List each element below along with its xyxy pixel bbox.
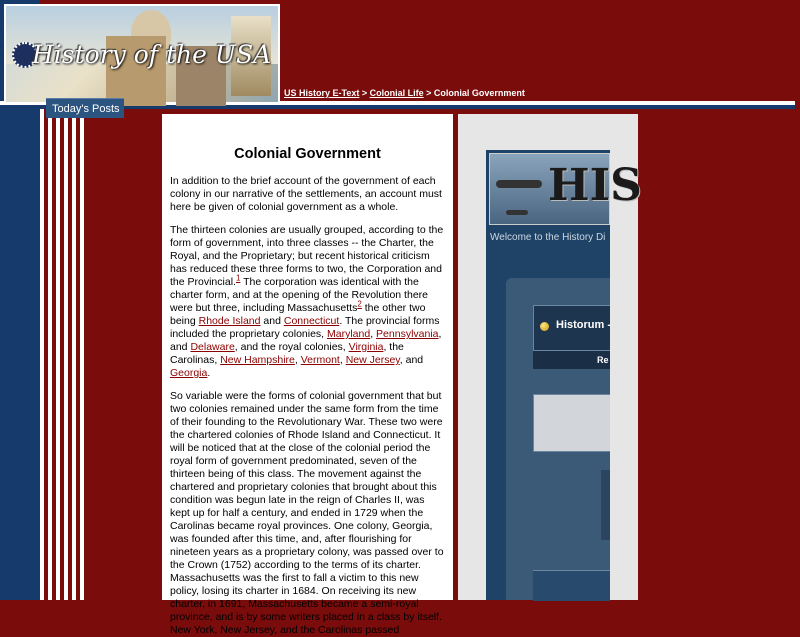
text: The thirteen colonies are usually grouped, according to the form of government, into three classes -- the Charter, the Royal, and the Proprietary; but recent historical criticism has reduced these three forms to two, the Corporation and the Provincial. (170, 224, 444, 288)
forum-dark-strip (601, 470, 610, 540)
link-new-jersey[interactable]: New Jersey (345, 354, 400, 366)
plane-icon (506, 210, 528, 215)
breadcrumb-separator: > (423, 88, 434, 98)
footnote-link[interactable]: 1 (235, 273, 241, 283)
text: , (339, 354, 346, 366)
text: and (260, 315, 284, 327)
breadcrumb-link-colonial-life[interactable]: Colonial Life (369, 88, 424, 98)
page-title: Colonial Government (234, 146, 381, 162)
forum-logo: HIS (548, 160, 642, 211)
text: , and the royal colonies, (234, 341, 349, 353)
link-new-hampshire[interactable]: New Hampshire (220, 354, 295, 366)
footnote-link[interactable]: 2 (357, 299, 362, 309)
link-georgia[interactable]: Georgia (170, 367, 208, 379)
forum-row[interactable] (533, 305, 610, 351)
breadcrumb-current: Colonial Government (433, 88, 525, 98)
todays-posts-tab[interactable]: Today's Posts (46, 98, 124, 118)
forum-welcome-text: Welcome to the History Di (490, 232, 606, 243)
text: The corporation was identical with the charter form, and at the opening of the Revolution there were but three, including Massachusetts (170, 276, 428, 314)
site-banner[interactable] (4, 4, 280, 104)
link-vermont[interactable]: Vermont (300, 354, 340, 366)
text: , the Carolinas, (170, 341, 404, 366)
text: , (370, 328, 377, 340)
link-virginia[interactable]: Virginia (348, 341, 384, 353)
link-maryland[interactable]: Maryland (327, 328, 371, 340)
breadcrumb (284, 88, 525, 98)
text: , and (170, 328, 442, 353)
forum-bullet-icon (540, 322, 549, 331)
article-paragraph: So variable were the forms of colonial government that but two colonies remained under the same form from the time of their founding to the Revolutionary War. These two were the chartered colonies of Rhode Island and Connecticut. It will be noticed that at the close of the colonial period the royal form of government predominated, seven of the thirteen being of this class. The movement against the chartered and proprietary colonies that brought about this condition was begun late in the reign of Charles II, was kept up for half a century, and ended in 1729 when the Carolinas became royal provinces. One colony, Georgia, was founded after this time, and, after flourishing for nineteen years as a proprietary colony, was passed over to the Crown (1752) according to the terms of its charter. Massachusetts was the first to fall a victim to this new policy, losing its charter in 1684. On receiving its new charter, in 1691, Massachusetts became a semi-royal province, and is by some writers placed in a class by itself. New York, New Jersey, and the Carolinas passed (170, 390, 444, 636)
link-pennsylvania[interactable]: Pennsylvania (376, 328, 439, 340)
forum-row-subtitle: Re (533, 351, 610, 369)
left-stripes (40, 104, 86, 600)
text: the other two being (170, 302, 426, 327)
link-connecticut[interactable]: Connecticut (283, 315, 340, 327)
breadcrumb-link-us-history[interactable]: US History E-Text (284, 88, 360, 98)
text: . (207, 367, 211, 379)
link-rhode-island[interactable]: Rhode Island (198, 315, 261, 327)
article-paragraph: In addition to the brief account of the government of each colony in our narrative of the settlements, an account must here be given of colonial government as a whole. (170, 175, 442, 213)
link-delaware[interactable]: Delaware (190, 341, 235, 353)
text: , and (399, 354, 424, 366)
forum-row-title: Historum - (556, 319, 611, 331)
banner-title: History of the USA (32, 40, 272, 69)
plane-icon (496, 180, 542, 188)
forum-banner[interactable] (489, 153, 642, 225)
article-panel (162, 114, 453, 636)
text: . The provincial forms included the proprietary colonies, (170, 315, 440, 340)
article-paragraph (170, 224, 445, 380)
text: , (294, 354, 301, 366)
breadcrumb-separator: > (359, 88, 370, 98)
forum-gray-box (533, 394, 610, 452)
forum-bottom-bar (533, 570, 610, 601)
